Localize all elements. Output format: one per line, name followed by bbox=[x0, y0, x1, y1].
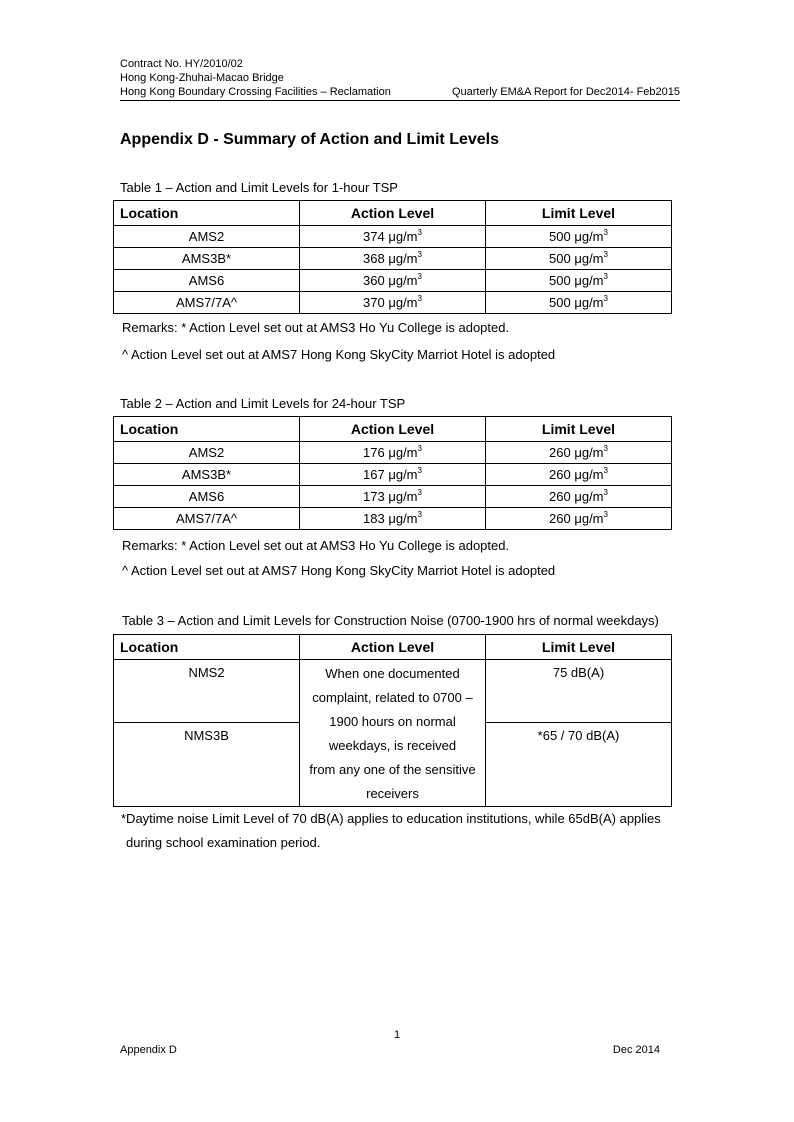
page-number: 1 bbox=[394, 1029, 401, 1041]
table3 bbox=[113, 634, 672, 807]
footer-appendix: Appendix D bbox=[120, 1044, 177, 1056]
table1 bbox=[113, 200, 672, 314]
location-cell: AMS2 bbox=[114, 442, 300, 464]
project-name: Hong Kong-Zhuhai-Macao Bridge bbox=[120, 72, 284, 84]
table-row bbox=[114, 226, 672, 248]
action-cell: 360 $\mu g/m^3$ bbox=[300, 270, 486, 292]
table-row bbox=[114, 248, 672, 270]
table-row bbox=[114, 508, 672, 530]
location-cell: NMS2 bbox=[114, 660, 300, 723]
table1-remark-1: Remarks: * Action Level set out at AMS3 Ho Yu College is adopted. bbox=[122, 320, 510, 335]
action-cell: 173 $\mu g/m^3$ bbox=[300, 486, 486, 508]
limit-cell: 500 $\mu g/m^3$ bbox=[486, 270, 672, 292]
table2 bbox=[113, 416, 672, 530]
limit-cell: 260 $\mu g/m^3$ bbox=[486, 442, 672, 464]
location-cell: AMS3B* bbox=[114, 248, 300, 270]
action-cell: 183 $\mu g/m^3$ bbox=[300, 508, 486, 530]
table1-header-location: Location bbox=[114, 201, 300, 226]
header-rule bbox=[120, 85, 680, 101]
limit-cell: 260 $\mu g/m^3$ bbox=[486, 508, 672, 530]
table3-footnote: *Daytime noise Limit Level of 70 dB(A) applies to education institutions, while 65dB(A) applies during school examination period. bbox=[121, 811, 661, 850]
location-cell: AMS6 bbox=[114, 486, 300, 508]
page-title: Appendix D - Summary of Action and Limit Levels bbox=[120, 131, 500, 148]
table-row bbox=[114, 486, 672, 508]
table1-header-limit: Limit Level bbox=[486, 201, 672, 226]
footer-date: Dec 2014 bbox=[612, 1044, 660, 1056]
limit-cell: 75 dB(A) bbox=[486, 660, 672, 723]
table1-remark-2: ^ Action Level set out at AMS7 Hong Kong SkyCity Marriot Hotel is adopted bbox=[122, 347, 556, 362]
table1-header-action: Action Level bbox=[300, 201, 486, 226]
table-row bbox=[114, 464, 672, 486]
action-cell: 176 $\mu g/m^3$ bbox=[300, 442, 486, 464]
table-row bbox=[114, 660, 672, 723]
table2-header-action: Action Level bbox=[300, 417, 486, 442]
table2-header-location: Location bbox=[114, 417, 300, 442]
limit-cell: 260 $\mu g/m^3$ bbox=[486, 464, 672, 486]
contract-number: Contract No. HY/2010/02 bbox=[120, 58, 243, 70]
action-cell: 374 $\mu g/m^3$ bbox=[300, 226, 486, 248]
table1-caption: Table 1 – Action and Limit Levels for 1-hour TSP bbox=[120, 180, 398, 195]
action-cell: 167 $\mu g/m^3$ bbox=[300, 464, 486, 486]
table3-caption: Table 3 – Action and Limit Levels for Construction Noise (0700-1900 hrs of normal weekdays) bbox=[122, 613, 659, 628]
page-header bbox=[120, 57, 680, 101]
table2-header-limit: Limit Level bbox=[486, 417, 672, 442]
table2-remark-1: Remarks: * Action Level set out at AMS3 Ho Yu College is adopted. bbox=[122, 538, 510, 553]
report-name: Quarterly EM&A Report for Dec2014- Feb2015 bbox=[451, 86, 680, 98]
location-cell: AMS6 bbox=[114, 270, 300, 292]
limit-cell: 260 $\mu g/m^3$ bbox=[486, 486, 672, 508]
table-row bbox=[114, 292, 672, 314]
limit-cell: *65 / 70 dB(A) bbox=[486, 723, 672, 807]
action-cell: 368 $\mu g/m^3$ bbox=[300, 248, 486, 270]
facility-name: Hong Kong Boundary Crossing Facilities – Reclamation bbox=[120, 86, 391, 98]
location-cell: AMS3B* bbox=[114, 464, 300, 486]
table2-caption: Table 2 – Action and Limit Levels for 24-hour TSP bbox=[120, 396, 406, 411]
location-cell: AMS7/7A^ bbox=[114, 508, 300, 530]
table3-header-limit: Limit Level bbox=[486, 635, 672, 660]
action-cell: 370 $\mu g/m^3$ bbox=[300, 292, 486, 314]
location-cell: NMS3B bbox=[114, 723, 300, 807]
action-cell: When one documented complaint, related to 0700 – 1900 hours on normal weekdays, is received from any one of the sensitive receivers bbox=[300, 660, 486, 807]
limit-cell: 500 $\mu g/m^3$ bbox=[486, 292, 672, 314]
table-row bbox=[114, 270, 672, 292]
table-row bbox=[114, 442, 672, 464]
table2-remark-2: ^ Action Level set out at AMS7 Hong Kong SkyCity Marriot Hotel is adopted bbox=[122, 563, 556, 578]
location-cell: AMS2 bbox=[114, 226, 300, 248]
table3-header-location: Location bbox=[114, 635, 300, 660]
location-cell: AMS7/7A^ bbox=[114, 292, 300, 314]
table3-header-action: Action Level bbox=[300, 635, 486, 660]
limit-cell: 500 $\mu g/m^3$ bbox=[486, 248, 672, 270]
limit-cell: 500 $\mu g/m^3$ bbox=[486, 226, 672, 248]
